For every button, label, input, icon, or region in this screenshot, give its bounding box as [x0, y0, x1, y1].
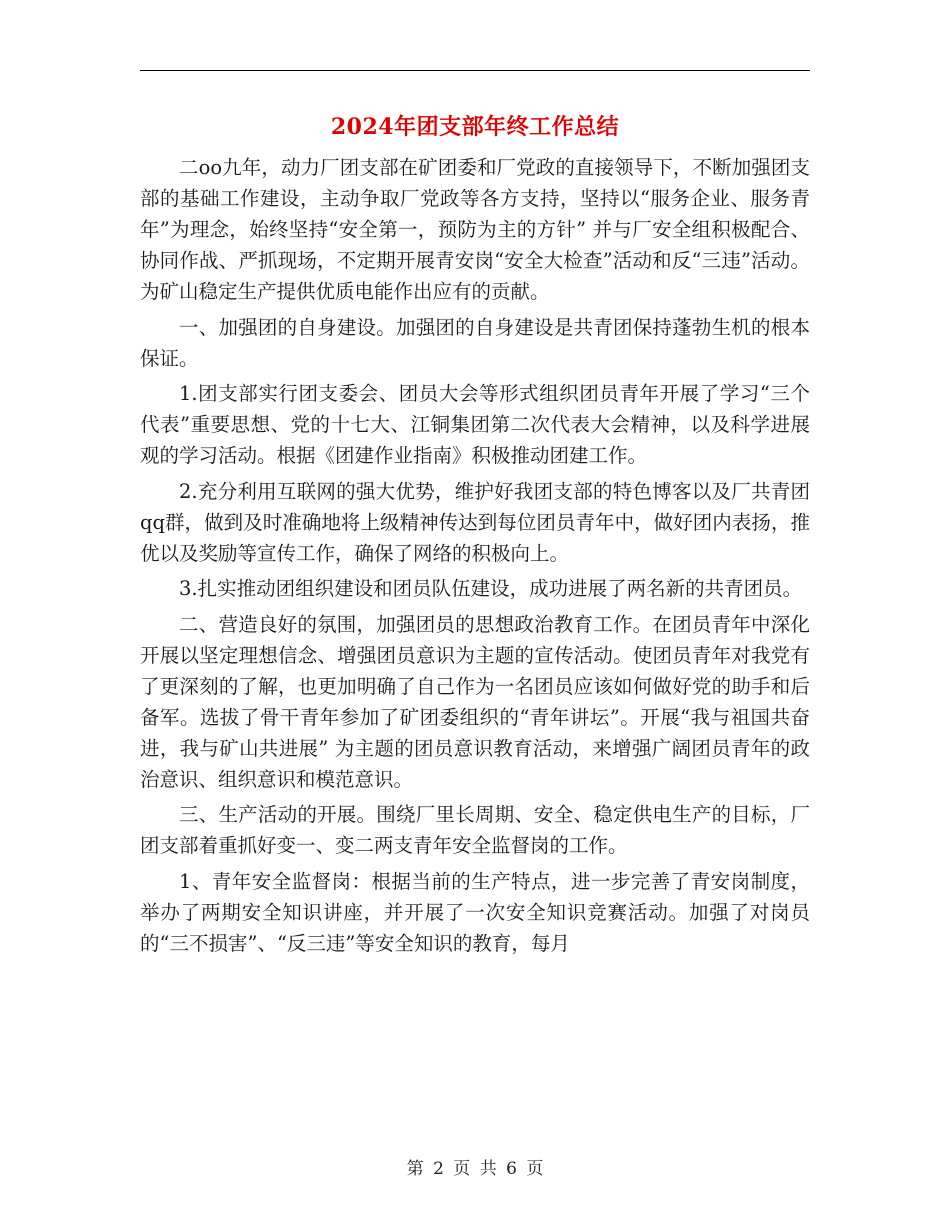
paragraph-section-1: 一、加强团的自身建设。加强团的自身建设是共青团保持蓬勃生机的根本保证。 — [140, 315, 810, 370]
document-title: 2024年团支部年终工作总结 — [330, 114, 620, 140]
page-footer: 第 2 页 共 6 页 — [406, 1159, 544, 1179]
paragraph-item-1-3: 3.扎实推动团组织建设和团员队伍建设，成功进展了两名新的共青团员。 — [179, 577, 803, 600]
document-body — [140, 152, 810, 963]
paragraph-item-1-2: 2.充分利用互联网的强大优势，维护好我团支部的特色博客以及厂共青团qq群，做到及时准确地将上级精神传达到每位团员青年中，做好团内表扬，推优以及奖励等宣传工作，确保了网络的积极向上。 — [140, 479, 810, 565]
paragraph-section-2: 二、营造良好的氛围，加强团员的思想政治教育工作。在团员青年中深化开展以坚定理想信念、增强团员意识为主题的宣传活动。使团员青年对我党有了更深刻的了解，也更加明确了自己作为一名团员应该如何做好党的助手和后备军。选拔了骨干青年参加了矿团委组织的“青年讲坛”。开展“我与祖国共奋进，我与矿山共进展” 为主题的团员意识教育活动，来增强广阔团员青年的政治意识、组织意识和模范意识。 — [140, 612, 810, 791]
paragraph-item-1-1: 1.团支部实行团支委会、团员大会等形式组织团员青年开展了学习“三个代表”重要思想、党的十七大、江铜集团第二次代表大会精神，以及科学进展观的学习活动。根据《团建作业指南》积极推动团建工作。 — [140, 382, 810, 467]
header-rule — [140, 70, 810, 71]
paragraph-section-3: 三、生产活动的开展。围绕厂里长周期、安全、稳定供电生产的目标，厂团支部着重抓好变一、变二两支青年安全监督岗的工作。 — [140, 803, 810, 857]
paragraph-item-3-1: 1、青年安全监督岗：根据当前的生产特点，进一步完善了青安岗制度，举办了两期安全知识讲座，并开展了一次安全知识竞赛活动。加强了对岗员的“三不损害”、“反三违”等安全知识的教育，每月 — [140, 869, 810, 955]
paragraph-intro: 二oo九年，动力厂团支部在矿团委和厂党政的直接领导下，不断加强团支部的基础工作建设，主动争取厂党政等各方支持，坚持以“服务企业、服务青年”为理念，始终坚持“安全第一，预防为主的方针” 并与厂安全组积极配合、协同作战、严抓现场，不定期开展青安岗“安全大检查”活动和反“三违”活动。为矿山稳定生产提供优质电能作出应有的贡献。 — [140, 156, 810, 303]
